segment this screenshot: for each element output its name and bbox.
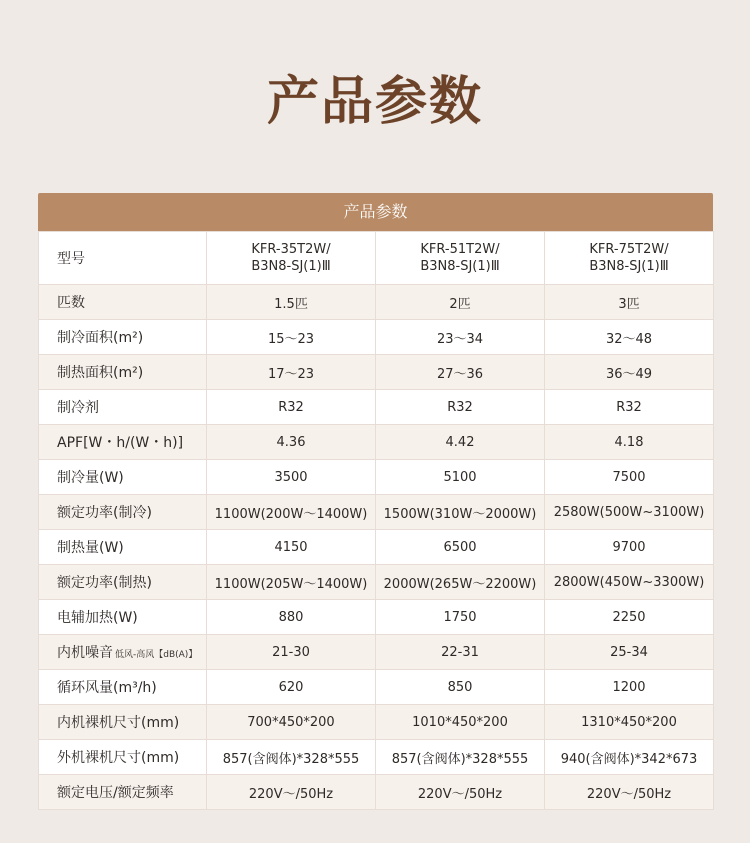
row-label: 电辅加热(W) — [57, 610, 138, 626]
value-cell: 6500 — [376, 530, 545, 565]
row-label-cell — [39, 320, 207, 355]
value-cell: 27～36 — [376, 355, 545, 390]
row-label: 制冷剂 — [57, 400, 99, 416]
table-row-model — [39, 232, 714, 285]
row-label-cell — [39, 355, 207, 390]
row-label-cell — [39, 425, 207, 460]
row-label: APF[W・h/(W・h)] — [57, 435, 184, 451]
model-line-2: B3N8-SJ(1)Ⅲ — [420, 259, 500, 274]
table-row — [39, 635, 714, 670]
value-cell: 2800W(450W~3300W) — [545, 565, 714, 600]
value-cell: 1100W(205W～1400W) — [207, 565, 376, 600]
value-cell: 4.36 — [207, 425, 376, 460]
model-cell — [376, 232, 545, 285]
table-row — [39, 775, 714, 810]
value-cell: R32 — [376, 390, 545, 425]
row-label: 匹数 — [57, 295, 85, 311]
model-line-1: KFR-35T2W/ — [251, 242, 331, 257]
value-cell: 220V～/50Hz — [207, 775, 376, 810]
value-cell: 850 — [376, 670, 545, 705]
row-label-cell — [39, 600, 207, 635]
row-label-cell — [39, 495, 207, 530]
table-title: 产品参数 — [38, 193, 713, 231]
value-cell: R32 — [545, 390, 714, 425]
row-label-cell — [39, 670, 207, 705]
model-line-2: B3N8-SJ(1)Ⅲ — [251, 259, 331, 274]
model-line-2: B3N8-SJ(1)Ⅲ — [589, 259, 669, 274]
model-line-1: KFR-75T2W/ — [589, 242, 669, 257]
row-label: 制热面积(m²) — [57, 365, 144, 381]
row-label: 额定电压/额定频率 — [57, 785, 174, 801]
row-label: 制冷量(W) — [57, 470, 124, 486]
page-title: 产品参数 — [266, 72, 483, 132]
value-cell: 2580W(500W~3100W) — [545, 495, 714, 530]
value-cell: 857(含阀体)*328*555 — [207, 740, 376, 775]
model-cell — [545, 232, 714, 285]
table-row — [39, 600, 714, 635]
value-cell: 620 — [207, 670, 376, 705]
row-label-cell — [39, 285, 207, 320]
value-cell: 22-31 — [376, 635, 545, 670]
table-row — [39, 285, 714, 320]
row-label: 额定功率(制冷) — [57, 505, 152, 521]
value-cell: 1310*450*200 — [545, 705, 714, 740]
row-label-note: 低风-高风【dB(A)】 — [115, 650, 198, 660]
table-row — [39, 425, 714, 460]
model-cell — [207, 232, 376, 285]
value-cell: 700*450*200 — [207, 705, 376, 740]
value-cell: 1750 — [376, 600, 545, 635]
table-row — [39, 495, 714, 530]
value-cell: 4150 — [207, 530, 376, 565]
value-cell: 4.42 — [376, 425, 545, 460]
table-row — [39, 670, 714, 705]
value-cell: 1500W(310W～2000W) — [376, 495, 545, 530]
row-label: 型号 — [39, 232, 207, 285]
value-cell: 1.5匹 — [207, 285, 376, 320]
value-cell: 857(含阀体)*328*555 — [376, 740, 545, 775]
value-cell: 25-34 — [545, 635, 714, 670]
value-cell: 32～48 — [545, 320, 714, 355]
value-cell: 36～49 — [545, 355, 714, 390]
row-label: 内机裸机尺寸(mm) — [57, 715, 180, 731]
row-label-cell — [39, 740, 207, 775]
value-cell: 3匹 — [545, 285, 714, 320]
row-label-cell — [39, 530, 207, 565]
table-row — [39, 460, 714, 495]
row-label-cell — [39, 775, 207, 810]
value-cell: 4.18 — [545, 425, 714, 460]
value-cell: 23～34 — [376, 320, 545, 355]
value-cell: 220V～/50Hz — [376, 775, 545, 810]
table-row — [39, 740, 714, 775]
row-label-cell — [39, 565, 207, 600]
row-label: 制热量(W) — [57, 540, 124, 556]
table-row — [39, 355, 714, 390]
value-cell: 220V～/50Hz — [545, 775, 714, 810]
row-label: 循环风量(m³/h) — [57, 680, 157, 696]
value-cell: 2000W(265W～2200W) — [376, 565, 545, 600]
row-label-cell — [39, 635, 207, 670]
table-row — [39, 565, 714, 600]
table-row — [39, 320, 714, 355]
row-label: 内机噪音 — [57, 645, 113, 661]
value-cell: 1100W(200W～1400W) — [207, 495, 376, 530]
value-cell: 2匹 — [376, 285, 545, 320]
row-label-cell — [39, 460, 207, 495]
value-cell: 21-30 — [207, 635, 376, 670]
value-cell: 880 — [207, 600, 376, 635]
table-row — [39, 705, 714, 740]
table-row — [39, 390, 714, 425]
value-cell: 3500 — [207, 460, 376, 495]
value-cell: 15～23 — [207, 320, 376, 355]
value-cell: 940(含阀体)*342*673 — [545, 740, 714, 775]
value-cell: 1200 — [545, 670, 714, 705]
row-label: 制冷面积(m²) — [57, 330, 144, 346]
row-label-cell — [39, 705, 207, 740]
table-row — [39, 530, 714, 565]
model-line-1: KFR-51T2W/ — [420, 242, 500, 257]
value-cell: 9700 — [545, 530, 714, 565]
value-cell: R32 — [207, 390, 376, 425]
spec-table-container — [38, 193, 713, 810]
row-label: 外机裸机尺寸(mm) — [57, 750, 180, 766]
row-label-cell — [39, 390, 207, 425]
spec-table — [38, 231, 714, 810]
row-label: 额定功率(制热) — [57, 575, 152, 591]
value-cell: 1010*450*200 — [376, 705, 545, 740]
value-cell: 7500 — [545, 460, 714, 495]
value-cell: 17～23 — [207, 355, 376, 390]
value-cell: 5100 — [376, 460, 545, 495]
value-cell: 2250 — [545, 600, 714, 635]
